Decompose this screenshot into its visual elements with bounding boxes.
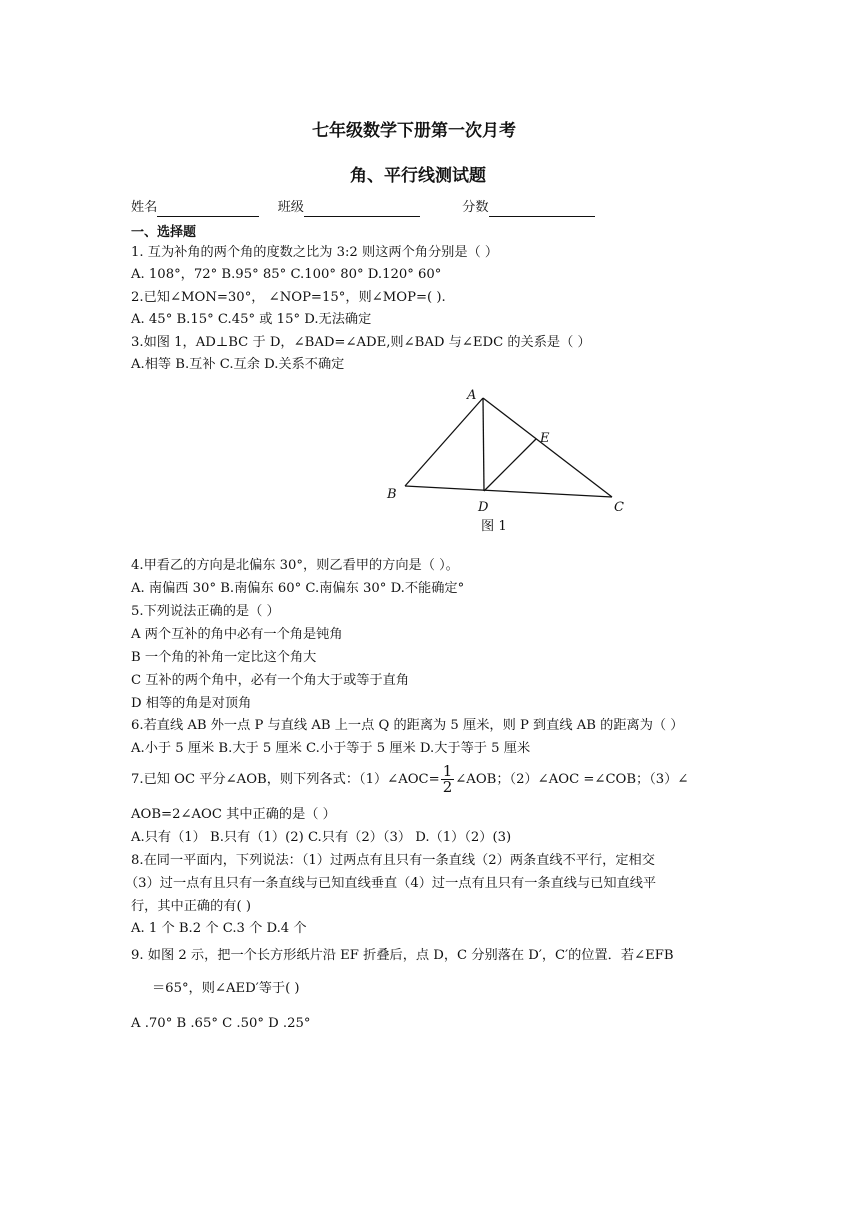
q9-line1: 9. 如图 2 示，把一个长方形纸片沿 EF 折叠后，点 D，C 分别落在 D′，C′的位置．若∠EFB bbox=[131, 948, 674, 963]
q7-fraction bbox=[441, 764, 455, 795]
q8-line3: 行，其中正确的有( ) bbox=[131, 899, 251, 914]
name-field[interactable] bbox=[157, 202, 259, 217]
figure-1 bbox=[0, 380, 860, 540]
label-c: C bbox=[614, 500, 624, 515]
q2-stem: 2.已知∠MON=30°， ∠NOP=15°，则∠MOP=( ). bbox=[131, 290, 446, 305]
q7-fraction-denominator: 2 bbox=[442, 778, 453, 796]
q7-stem bbox=[131, 764, 688, 795]
segment-ad bbox=[483, 398, 484, 491]
q7-stem-pre: 7.已知 OC 平分∠AOB，则下列各式：（1）∠AOC= bbox=[131, 772, 440, 787]
class-label: 班级 bbox=[277, 200, 304, 215]
label-b: B bbox=[387, 487, 397, 502]
q5-option-d: D 相等的角是对顶角 bbox=[131, 696, 252, 711]
figure-1-caption: 图 1 bbox=[481, 519, 507, 534]
page-title: 七年级数学下册第一次月考 bbox=[312, 121, 516, 141]
class-field[interactable] bbox=[304, 202, 420, 217]
student-info-row bbox=[131, 199, 595, 217]
q9-line2: ＝65°，则∠AED′等于( ) bbox=[152, 981, 300, 996]
q8-line2: （3）过一点有且只有一条直线与已知直线垂直（4）过一点有且只有一条直线与已知直线平 bbox=[125, 876, 657, 891]
q1-options: A. 108°，72° B.95° 85° C.100° 80° D.120° 60° bbox=[131, 267, 442, 282]
label-a: A bbox=[467, 388, 477, 403]
q7-stem-line2: AOB=2∠AOC 其中正确的是（ ） bbox=[131, 807, 336, 822]
q7-fraction-numerator: 1 bbox=[442, 762, 453, 780]
q5-option-b: B 一个角的补角一定比这个角大 bbox=[131, 650, 317, 665]
q6-stem: 6.若直线 AB 外一点 P 与直线 AB 上一点 Q 的距离为 5 厘米，则 P 到直线 AB 的距离为（ ） bbox=[131, 718, 684, 733]
q1-stem: 1. 互为补角的两个角的度数之比为 3:2 则这两个角分别是（ ） bbox=[131, 245, 499, 260]
score-field[interactable] bbox=[489, 202, 595, 217]
segment-ac bbox=[483, 398, 612, 497]
q2-options: A. 45° B.15° C.45° 或 15° D.无法确定 bbox=[131, 312, 372, 327]
q7-options: A.只有（1） B.只有（1）(2) C.只有（2）（3） D.（1）（2）(3) bbox=[131, 830, 512, 845]
q7-stem-post: ∠AOB；（2）∠AOC =∠COB；（3）∠ bbox=[455, 772, 689, 787]
q3-options: A.相等 B.互补 C.互余 D.关系不确定 bbox=[131, 357, 345, 372]
name-label: 姓名 bbox=[131, 200, 158, 215]
q9-options: A .70° B .65° C .50° D .25° bbox=[131, 1016, 311, 1031]
q3-stem: 3.如图 1，AD⊥BC 于 D，∠BAD=∠ADE,则∠BAD 与∠EDC 的关系是（ ） bbox=[131, 335, 591, 350]
q5-stem: 5.下列说法正确的是（ ） bbox=[131, 604, 280, 619]
q6-options: A.小于 5 厘米 B.大于 5 厘米 C.小于等于 5 厘米 D.大于等于 5 厘米 bbox=[131, 741, 531, 756]
segment-de bbox=[484, 439, 536, 491]
page-subtitle: 角、平行线测试题 bbox=[350, 166, 486, 186]
label-d: D bbox=[478, 500, 489, 515]
segment-bc bbox=[405, 486, 612, 497]
q5-option-a: A 两个互补的角中必有一个角是钝角 bbox=[131, 627, 343, 642]
label-e: E bbox=[540, 431, 550, 446]
q8-line1: 8.在同一平面内，下列说法：（1）过两点有且只有一条直线（2）两条直线不平行，定相交 bbox=[131, 853, 655, 868]
score-label: 分数 bbox=[462, 200, 489, 215]
q4-stem: 4.甲看乙的方向是北偏东 30°，则乙看甲的方向是（ ）。 bbox=[131, 558, 459, 573]
section-title: 一、选择题 bbox=[131, 225, 197, 240]
segment-ab bbox=[405, 398, 483, 486]
q5-option-c: C 互补的两个角中，必有一个角大于或等于直角 bbox=[131, 673, 410, 688]
q8-options: A. 1 个 B.2 个 C.3 个 D.4 个 bbox=[131, 921, 307, 936]
q4-options: A. 南偏西 30° B.南偏东 60° C.南偏东 30° D.不能确定° bbox=[131, 581, 465, 596]
